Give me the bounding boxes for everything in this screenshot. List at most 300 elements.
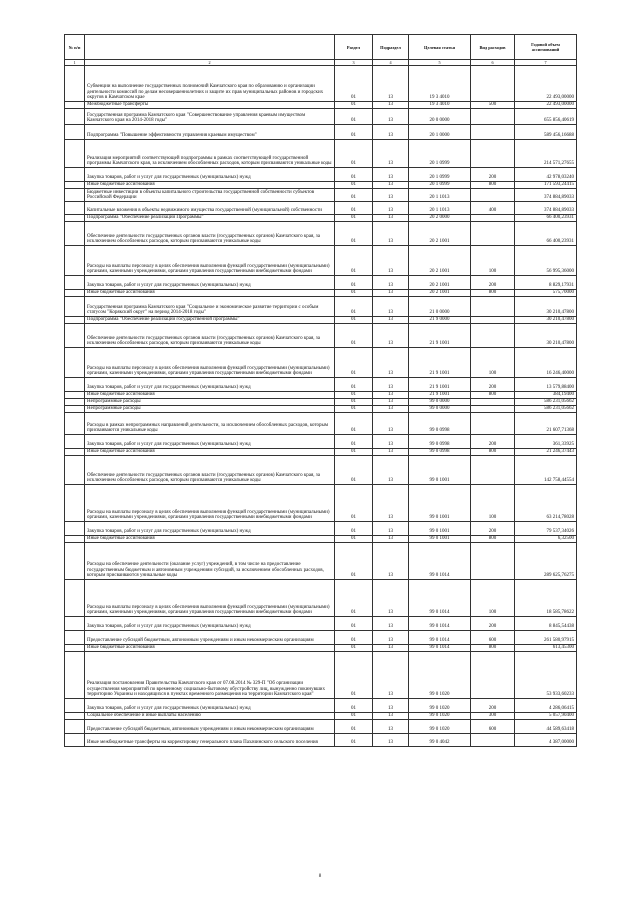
cell-amount: 66 400,23931	[515, 222, 577, 246]
cell-num	[65, 720, 85, 734]
cell-exptype: 100	[471, 246, 515, 276]
cell-amount: 142 758,44554	[515, 456, 577, 485]
cell-name: Обеспечение деятельности государственных органов власти (государственных органов) Камчатского края, за исключением обособленных расходов, которым присваиваются уникальные коды	[85, 456, 335, 485]
cell-num	[65, 102, 85, 109]
cell-section: 01	[335, 215, 373, 222]
cell-subsection: 13	[373, 399, 409, 406]
cell-section: 01	[335, 652, 373, 699]
cell-name: Подпрограмма "Обеспечение реализации Программы"	[85, 215, 335, 222]
cell-exptype	[471, 734, 515, 747]
cell-subsection: 13	[373, 276, 409, 290]
cell-subsection: 13	[373, 378, 409, 392]
cell-subsection: 13	[373, 413, 409, 435]
cell-exptype	[471, 324, 515, 348]
index-cell: 7	[515, 60, 577, 66]
cell-subsection: 13	[373, 109, 409, 125]
cell-num	[65, 456, 85, 485]
cell-name: Закупка товаров, работ и услуг для государственных (муниципальных) нужд	[85, 276, 335, 290]
cell-num	[65, 189, 85, 202]
index-cell: 5	[409, 60, 471, 66]
table-row	[65, 189, 577, 202]
cell-target: 21 9 1001	[409, 378, 471, 392]
cell-section: 01	[335, 324, 373, 348]
cell-section: 01	[335, 485, 373, 522]
cell-name: Реализация постановления Правительства Камчатского края от 07.08.2014 № 329-П "Об организации осуществления мероприятий по временному социально-бытовому обустройству лиц, вынужденно покинувших территорию Украины и находящихся в пунктах временного размещения на территории Камчатского края"	[85, 652, 335, 699]
cell-subsection: 13	[373, 652, 409, 699]
cell-name: Закупка товаров, работ и услуг для государственных (муниципальных) нужд	[85, 522, 335, 536]
cell-subsection: 13	[373, 536, 409, 543]
cell-section: 01	[335, 182, 373, 189]
cell-target: 99 0 1001	[409, 536, 471, 543]
cell-amount: 575,70000	[515, 290, 577, 297]
page-number: 8	[318, 874, 322, 879]
table-row	[65, 720, 577, 734]
cell-target: 20 1 0999	[409, 182, 471, 189]
cell-num	[65, 222, 85, 246]
cell-name: Иные бюджетные ассигнования	[85, 182, 335, 189]
cell-subsection: 13	[373, 435, 409, 449]
index-cell: 3	[335, 60, 373, 66]
cell-exptype: 800	[471, 290, 515, 297]
cell-amount: 374 884,89033	[515, 202, 577, 215]
cell-amount: 261 580,97915	[515, 631, 577, 645]
cell-num	[65, 125, 85, 140]
cell-amount: 66 400,23931	[515, 215, 577, 222]
cell-name: Межбюджетные трансферты	[85, 102, 335, 109]
cell-amount: 16 246,40000	[515, 348, 577, 378]
cell-amount: 8 845,54438	[515, 617, 577, 631]
cell-name: Расходы на выплаты персоналу в целях обеспечения выполнения функций государственными (муниципальными) органами, казенными учреждениями, органами управления государственными внебюджетными фондами	[85, 580, 335, 617]
table-row	[65, 222, 577, 246]
cell-section: 01	[335, 734, 373, 747]
cell-num	[65, 413, 85, 435]
cell-section: 01	[335, 125, 373, 140]
cell-subsection: 13	[373, 290, 409, 297]
table-row	[65, 297, 577, 317]
cell-subsection: 13	[373, 317, 409, 324]
cell-target: 99 0 0000	[409, 406, 471, 413]
cell-target: 21 9 1001	[409, 392, 471, 399]
header-num: № п/п	[65, 35, 85, 60]
table-row	[65, 392, 577, 399]
cell-subsection: 13	[373, 297, 409, 317]
cell-exptype: 800	[471, 392, 515, 399]
cell-exptype: 200	[471, 435, 515, 449]
cell-section: 01	[335, 297, 373, 317]
cell-num	[65, 392, 85, 399]
cell-exptype: 100	[471, 580, 515, 617]
cell-exptype	[471, 109, 515, 125]
cell-exptype: 300	[471, 713, 515, 720]
table-row	[65, 617, 577, 631]
cell-amount: 214 571,27655	[515, 140, 577, 168]
cell-subsection: 13	[373, 406, 409, 413]
table-row	[65, 543, 577, 580]
header-name	[85, 35, 335, 60]
cell-exptype: 200	[471, 617, 515, 631]
cell-amount: 53 933,60233	[515, 652, 577, 699]
cell-subsection: 13	[373, 456, 409, 485]
cell-amount: 361,33925	[515, 435, 577, 449]
cell-subsection: 13	[373, 324, 409, 348]
cell-num	[65, 734, 85, 747]
cell-section: 01	[335, 645, 373, 652]
cell-exptype: 200	[471, 378, 515, 392]
cell-name: Закупка товаров, работ и услуг для государственных (муниципальных) нужд	[85, 168, 335, 182]
cell-exptype	[471, 222, 515, 246]
cell-exptype	[471, 652, 515, 699]
cell-exptype: 100	[471, 348, 515, 378]
cell-exptype	[471, 317, 515, 324]
cell-name: Расходы на выплаты персоналу в целях обеспечения выполнения функций государственными (муниципальными) органами, казенными учреждениями, органами управления государственными внебюджетными фондами	[85, 348, 335, 378]
cell-name: Иные бюджетные ассигнования	[85, 645, 335, 652]
cell-amount: 4 286,06415	[515, 699, 577, 713]
cell-exptype	[471, 399, 515, 406]
cell-name: Подпрограмма "Повышение эффективности управления краевым имуществом"	[85, 125, 335, 140]
cell-name: Расходы на обеспечение деятельности (оказание услуг) учреждений, в том числе на предоставление государственным бюджетным и автономным учреждениям субсидий, за исключением обособленных расходов, которым присваиваются уникальные коды	[85, 543, 335, 580]
cell-exptype: 200	[471, 276, 515, 290]
cell-amount: 6,32500	[515, 536, 577, 543]
cell-amount: 171 593,24415	[515, 182, 577, 189]
cell-name: Бюджетные инвестиции в объекты капитального строительства государственной собственности субъектов Российской Федерации	[85, 189, 335, 202]
table-row	[65, 66, 577, 102]
cell-section: 01	[335, 222, 373, 246]
cell-subsection: 13	[373, 485, 409, 522]
table-row	[65, 449, 577, 456]
table-row	[65, 406, 577, 413]
cell-name: Закупка товаров, работ и услуг для государственных (муниципальных) нужд	[85, 699, 335, 713]
cell-amount: 4 387,00000	[515, 734, 577, 747]
cell-name: Социальное обеспечение и иные выплаты населению	[85, 713, 335, 720]
cell-num	[65, 140, 85, 168]
cell-subsection: 13	[373, 168, 409, 182]
cell-section: 01	[335, 317, 373, 324]
cell-exptype: 600	[471, 720, 515, 734]
cell-subsection: 13	[373, 182, 409, 189]
cell-section: 01	[335, 631, 373, 645]
cell-section: 01	[335, 522, 373, 536]
cell-section: 01	[335, 720, 373, 734]
cell-amount: 21 246,37443	[515, 449, 577, 456]
table-row	[65, 109, 577, 125]
cell-num	[65, 290, 85, 297]
cell-target: 99 0 0998	[409, 449, 471, 456]
cell-amount: 30 210,47800	[515, 324, 577, 348]
cell-section: 01	[335, 290, 373, 297]
cell-target: 99 0 1014	[409, 617, 471, 631]
cell-target: 20 1 1013	[409, 202, 471, 215]
cell-section: 01	[335, 456, 373, 485]
cell-subsection: 13	[373, 522, 409, 536]
cell-name: Закупка товаров, работ и услуг для государственных (муниципальных) нужд	[85, 617, 335, 631]
budget-table	[64, 34, 577, 747]
cell-section: 01	[335, 66, 373, 102]
cell-amount: 374 884,89033	[515, 189, 577, 202]
cell-subsection: 13	[373, 102, 409, 109]
cell-subsection: 13	[373, 617, 409, 631]
cell-target: 21 0 0000	[409, 297, 471, 317]
cell-subsection: 13	[373, 215, 409, 222]
cell-name: Подпрограмма "Обеспечение реализации государственной программы"	[85, 317, 335, 324]
cell-target: 99 0 0000	[409, 399, 471, 406]
table-body	[65, 66, 577, 747]
cell-subsection: 13	[373, 66, 409, 102]
cell-section: 01	[335, 543, 373, 580]
cell-target: 20 2 1001	[409, 290, 471, 297]
cell-section: 01	[335, 713, 373, 720]
cell-target: 99 0 1001	[409, 522, 471, 536]
table-row	[65, 631, 577, 645]
cell-num	[65, 297, 85, 317]
cell-exptype: 200	[471, 699, 515, 713]
cell-target: 20 1 0999	[409, 140, 471, 168]
cell-section: 01	[335, 202, 373, 215]
header-row	[65, 35, 577, 60]
cell-amount: 613,45300	[515, 645, 577, 652]
cell-section: 01	[335, 449, 373, 456]
cell-subsection: 13	[373, 449, 409, 456]
cell-name: Иные межбюджетные трансферты на корректировку генерального плана Пахачинского сельского поселения	[85, 734, 335, 747]
cell-target: 20 2 1001	[409, 222, 471, 246]
table-row	[65, 399, 577, 406]
cell-target: 21 9 0000	[409, 317, 471, 324]
cell-subsection: 13	[373, 543, 409, 580]
cell-section: 01	[335, 536, 373, 543]
cell-target: 20 1 1013	[409, 189, 471, 202]
cell-subsection: 13	[373, 580, 409, 617]
cell-target: 19 3 4010	[409, 66, 471, 102]
index-cell: 4	[373, 60, 409, 66]
cell-target: 20 1 0999	[409, 168, 471, 182]
cell-amount: 56 995,36000	[515, 246, 577, 276]
cell-section: 01	[335, 406, 373, 413]
cell-name: Расходы в рамках непрограммных направлений деятельности, за исключением обособленных расходов, которым присваиваются уникальные коды	[85, 413, 335, 435]
cell-num	[65, 485, 85, 522]
cell-num	[65, 182, 85, 189]
cell-num	[65, 617, 85, 631]
table-row	[65, 140, 577, 168]
cell-target: 99 0 1020	[409, 652, 471, 699]
cell-exptype	[471, 125, 515, 140]
cell-name: Иные бюджетные ассигнования	[85, 449, 335, 456]
cell-subsection: 13	[373, 222, 409, 246]
cell-num	[65, 168, 85, 182]
table-row	[65, 246, 577, 276]
cell-subsection: 13	[373, 645, 409, 652]
cell-target: 99 0 1014	[409, 631, 471, 645]
cell-target: 20 2 0000	[409, 215, 471, 222]
table-row	[65, 378, 577, 392]
cell-exptype: 200	[471, 522, 515, 536]
cell-exptype	[471, 189, 515, 202]
cell-num	[65, 435, 85, 449]
table-row	[65, 645, 577, 652]
cell-section: 01	[335, 102, 373, 109]
cell-name: Иные бюджетные ассигнования	[85, 392, 335, 399]
table-row	[65, 734, 577, 747]
cell-exptype: 200	[471, 168, 515, 182]
cell-section: 01	[335, 276, 373, 290]
cell-subsection: 13	[373, 189, 409, 202]
header-exptype: Вид расходов	[471, 35, 515, 60]
cell-num	[65, 536, 85, 543]
cell-target: 99 0 0998	[409, 413, 471, 435]
cell-amount: 79 537,34026	[515, 522, 577, 536]
header-target: Целевая статья	[409, 35, 471, 60]
table-row	[65, 652, 577, 699]
cell-exptype: 800	[471, 645, 515, 652]
cell-section: 01	[335, 399, 373, 406]
cell-num	[65, 66, 85, 102]
table-row	[65, 324, 577, 348]
cell-exptype	[471, 140, 515, 168]
table-row	[65, 168, 577, 182]
cell-exptype	[471, 543, 515, 580]
cell-num	[65, 246, 85, 276]
table-row	[65, 485, 577, 522]
cell-target: 99 0 1020	[409, 720, 471, 734]
table-row	[65, 290, 577, 297]
cell-amount: 21 607,71368	[515, 413, 577, 435]
cell-amount: 18 585,78622	[515, 580, 577, 617]
cell-exptype: 800	[471, 536, 515, 543]
cell-exptype	[471, 406, 515, 413]
cell-section: 01	[335, 392, 373, 399]
cell-target: 99 0 1014	[409, 543, 471, 580]
cell-name: Субвенции на выполнение государственных полномочий Камчатского края по образованию и организации деятельности комиссий по делам несовершеннолетних и защите их прав муниципальных районов и городских округов в Камчатском крае	[85, 66, 335, 102]
table-row	[65, 348, 577, 378]
cell-section: 01	[335, 699, 373, 713]
cell-amount: 655 856,40619	[515, 109, 577, 125]
cell-name: Капитальные вложения в объекты недвижимого имущества государственной (муниципальной) собственности	[85, 202, 335, 215]
cell-subsection: 13	[373, 348, 409, 378]
cell-num	[65, 713, 85, 720]
table-row	[65, 699, 577, 713]
cell-amount: 8 829,17931	[515, 276, 577, 290]
cell-num	[65, 645, 85, 652]
table-row	[65, 536, 577, 543]
cell-name: Расходы на выплаты персоналу в целях обеспечения выполнения функций государственными (муниципальными) органами, казенными учреждениями, органами управления государственными внебюджетными фондами	[85, 485, 335, 522]
cell-subsection: 13	[373, 202, 409, 215]
cell-exptype	[471, 413, 515, 435]
cell-amount: 42 978,03240	[515, 168, 577, 182]
index-cell: 2	[85, 60, 335, 66]
cell-name: Обеспечение деятельности государственных органов власти (государственных органов) Камчатского края, за исключением обособленных расходов, которым присваиваются уникальные коды	[85, 324, 335, 348]
cell-amount: 30 210,47800	[515, 297, 577, 317]
cell-amount: 586 231,05662	[515, 399, 577, 406]
cell-subsection: 13	[373, 734, 409, 747]
cell-section: 01	[335, 140, 373, 168]
cell-num	[65, 378, 85, 392]
cell-target: 99 0 1001	[409, 456, 471, 485]
table-row	[65, 202, 577, 215]
cell-target: 21 9 1001	[409, 324, 471, 348]
cell-name: Реализация мероприятий соответствующей подпрограммы в рамках соответствующей государственной программы Камчатского края, за исключением обособленных расходов, которым присваиваются уникальные коды	[85, 140, 335, 168]
cell-subsection: 13	[373, 246, 409, 276]
cell-name: Государственная программа Камчатского края "Совершенствование управления краевым имуществом Камчатского края на 2014-2018 годы"	[85, 109, 335, 125]
cell-target: 99 0 1020	[409, 699, 471, 713]
table-row	[65, 435, 577, 449]
cell-num	[65, 449, 85, 456]
index-cell: 1	[65, 60, 85, 66]
cell-target: 19 3 4010	[409, 102, 471, 109]
header-section: Раздел	[335, 35, 373, 60]
cell-exptype: 100	[471, 485, 515, 522]
cell-exptype	[471, 456, 515, 485]
cell-exptype: 400	[471, 202, 515, 215]
cell-section: 01	[335, 617, 373, 631]
cell-num	[65, 699, 85, 713]
table-row	[65, 522, 577, 536]
table-row	[65, 102, 577, 109]
cell-name: Иные бюджетные ассигнования	[85, 536, 335, 543]
cell-subsection: 13	[373, 140, 409, 168]
cell-section: 01	[335, 348, 373, 378]
cell-exptype	[471, 66, 515, 102]
cell-section: 01	[335, 168, 373, 182]
cell-amount: 289 625,76275	[515, 543, 577, 580]
cell-num	[65, 109, 85, 125]
cell-exptype: 800	[471, 449, 515, 456]
budget-table-sheet	[64, 34, 576, 747]
cell-num	[65, 580, 85, 617]
index-cell: 6	[471, 60, 515, 66]
cell-subsection: 13	[373, 392, 409, 399]
cell-target: 20 2 1001	[409, 246, 471, 276]
cell-name: Расходы на выплаты персоналу в целях обеспечения выполнения функций государственными (муниципальными) органами, казенными учреждениями, органами управления государственными внебюджетными фондами	[85, 246, 335, 276]
cell-subsection: 13	[373, 631, 409, 645]
cell-target: 99 0 1001	[409, 485, 471, 522]
cell-section: 01	[335, 109, 373, 125]
cell-num	[65, 202, 85, 215]
cell-section: 01	[335, 580, 373, 617]
cell-amount: 384,19400	[515, 392, 577, 399]
cell-name: Закупка товаров, работ и услуг для государственных (муниципальных) нужд	[85, 435, 335, 449]
cell-amount: 5 057,90400	[515, 713, 577, 720]
table-row	[65, 182, 577, 189]
cell-exptype: 600	[471, 631, 515, 645]
cell-num	[65, 324, 85, 348]
cell-amount: 44 589,63418	[515, 720, 577, 734]
cell-num	[65, 276, 85, 290]
cell-num	[65, 522, 85, 536]
cell-name: Государственная программа Камчатского края "Социальное и экономическое развитие территории с особым статусом "Корякский округ" на период 2014-2018 годы"	[85, 297, 335, 317]
cell-subsection: 13	[373, 713, 409, 720]
cell-target: 21 9 1001	[409, 348, 471, 378]
table-row	[65, 456, 577, 485]
cell-subsection: 13	[373, 720, 409, 734]
cell-amount: 22 493,00000	[515, 102, 577, 109]
table-row	[65, 713, 577, 720]
cell-num	[65, 406, 85, 413]
cell-section: 01	[335, 435, 373, 449]
header-subsection: Подраздел	[373, 35, 409, 60]
cell-section: 01	[335, 246, 373, 276]
cell-target: 20 1 0000	[409, 125, 471, 140]
cell-subsection: 13	[373, 699, 409, 713]
table-row	[65, 215, 577, 222]
cell-num	[65, 399, 85, 406]
cell-target: 99 0 4042	[409, 734, 471, 747]
cell-target: 99 0 1014	[409, 645, 471, 652]
cell-exptype: 800	[471, 182, 515, 189]
cell-num	[65, 652, 85, 699]
cell-name: Иные бюджетные ассигнования	[85, 290, 335, 297]
table-row	[65, 413, 577, 435]
cell-amount: 22 493,00000	[515, 66, 577, 102]
cell-exptype	[471, 297, 515, 317]
cell-amount: 589 456,16688	[515, 125, 577, 140]
